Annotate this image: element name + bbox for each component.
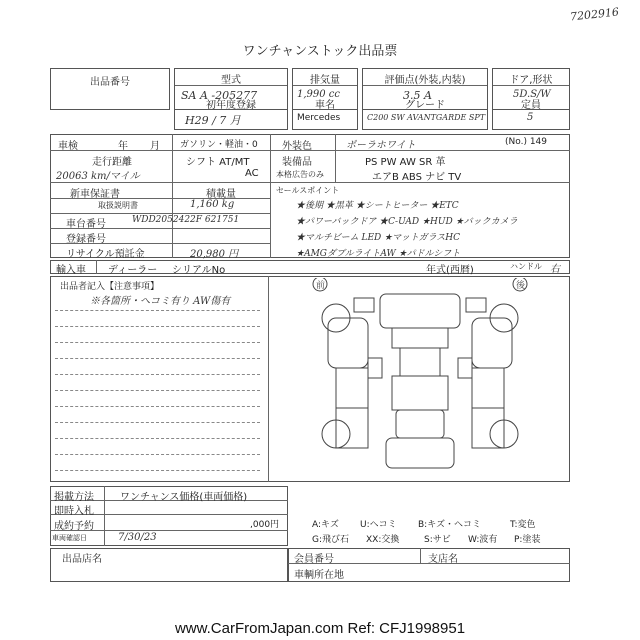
lot-cell	[50, 68, 170, 110]
door-value: 5D.S/W	[513, 89, 551, 100]
load-value: 1,160 kg	[190, 199, 235, 210]
import-label: 輸入車	[56, 265, 86, 276]
rear-mark: 後	[516, 281, 526, 291]
load-label: 積載量	[206, 189, 236, 200]
car-name-label: 車名	[315, 100, 335, 111]
legend-a: A:キズ	[312, 520, 339, 530]
legend-w: W:波有	[468, 535, 498, 545]
lot-label: 出品番号	[90, 77, 130, 88]
shop-name-label: 出品店名	[62, 554, 102, 565]
legend-u: U:ヘコミ	[360, 520, 397, 530]
color-value: ポーラホワイト	[346, 140, 416, 151]
equipment-items: PS PW AW SR 革	[365, 157, 446, 168]
mileage-value: 20063 km/マイル	[56, 171, 140, 182]
new-car-warranty-label: 新車保証書	[70, 189, 120, 200]
shift-value: シフト AT/MT	[186, 157, 250, 168]
selling-point-4: ★AMGダブルライトAW ★パドルシフト	[296, 249, 461, 259]
legend-p: P:塗装	[514, 535, 541, 545]
first-reg-value: H29 / 7 月	[185, 114, 241, 127]
color-label: 外装色	[282, 141, 312, 152]
registration-label: 登録番号	[66, 234, 106, 245]
displacement-label: 排気量	[310, 75, 340, 86]
yen-suffix: ,000円	[250, 520, 280, 530]
corner-stock-id: 7202916	[569, 5, 620, 24]
model-label: 型式	[221, 75, 241, 86]
first-reg-cell	[174, 92, 288, 130]
chassis-value: WDD2052422F 621751	[132, 215, 240, 225]
evaluation-value: 3.5 A	[403, 89, 432, 102]
inspection-month-label: 月	[150, 141, 160, 152]
legend-xx: XX:交換	[366, 535, 400, 545]
handle-value: 右	[550, 264, 560, 275]
conclude-label: 成約予約	[54, 521, 94, 532]
grade-label: グレード	[405, 100, 445, 111]
check-date-label: 車両確認日	[52, 534, 87, 542]
nav-items: エアB ABS ナビ TV	[372, 172, 462, 183]
vehicle-location-label: 車輌所在地	[294, 570, 344, 581]
fuel-value: ガソリン・軽油・0	[180, 140, 258, 150]
price-method-label: 掲載方法	[54, 492, 94, 503]
front-mark: 前	[316, 281, 326, 291]
branch-label: 支店名	[428, 554, 458, 565]
remarks-line: ※各箇所・へコミ有り AW傷有	[90, 296, 231, 307]
chassis-label: 車台番号	[66, 219, 106, 230]
year-type-label: 年式(西暦)	[426, 265, 474, 276]
grade-cell	[362, 92, 488, 130]
inspection-label: 車検	[58, 141, 78, 152]
recycle-label: リサイクル預託金	[66, 249, 145, 260]
equipment-label: 装備品	[282, 157, 312, 168]
car-name-value: Mercedes	[297, 113, 341, 123]
instant-bid-label: 即時入札	[54, 506, 94, 517]
capacity-label: 定員	[521, 100, 541, 111]
inspection-year-label: 年	[118, 141, 128, 152]
grade-value: C200 SW AVANTGARDE SPT	[367, 113, 486, 122]
legend-t: T:変色	[510, 520, 536, 530]
capacity-value: 5	[527, 112, 534, 123]
price-method-text: ワンチャンス価格(車両価格)	[120, 492, 248, 503]
ac-value: AC	[245, 168, 259, 179]
serial-label: シリアルNo	[172, 265, 226, 276]
sheet-title: ワンチャンストック出品票	[242, 44, 398, 59]
seal-label: 本格広告のみ	[276, 170, 324, 179]
car-name-cell	[292, 92, 358, 130]
evaluation-label: 評価点(外装,内装)	[384, 75, 466, 86]
selling-point-1: ★後期 ★黒革 ★シートヒーター ★ETC	[296, 201, 459, 211]
model-value: SA A -205277	[181, 89, 258, 102]
recycle-value: 20,980 円	[190, 249, 239, 260]
selling-points-label: セールスポイント	[276, 186, 340, 195]
manual-label: 取扱説明書	[98, 201, 138, 210]
door-label: ドア,形状	[509, 75, 553, 86]
first-reg-label: 初年度登録	[206, 100, 256, 111]
mileage-label: 走行距離	[92, 157, 132, 168]
dealer-label: ディーラー	[108, 265, 158, 276]
watermark-text: www.CarFromJapan.com Ref: CFJ1998951	[174, 620, 466, 637]
legend-g: G:飛び石	[312, 535, 350, 545]
selling-point-3: ★マルチビーム LED ★マットガラスHC	[296, 233, 461, 243]
handle-label: ハンドル	[510, 262, 542, 271]
displacement-value: 1,990 cc	[297, 89, 341, 100]
legend-s: S:サビ	[424, 535, 451, 545]
color-number: (No.) 149	[505, 137, 548, 147]
legend-b: B:キズ・ヘコミ	[418, 520, 482, 530]
remarks-label: 出品者記入【注意事項】	[60, 282, 160, 292]
car-damage-diagram	[272, 278, 568, 480]
member-number-label: 会員番号	[294, 554, 334, 565]
selling-point-2: ★パワーバックドア ★C-UAD ★HUD ★バックカメラ	[296, 217, 518, 227]
check-date-value: 7/30/23	[118, 532, 157, 543]
capacity-cell	[492, 92, 570, 130]
